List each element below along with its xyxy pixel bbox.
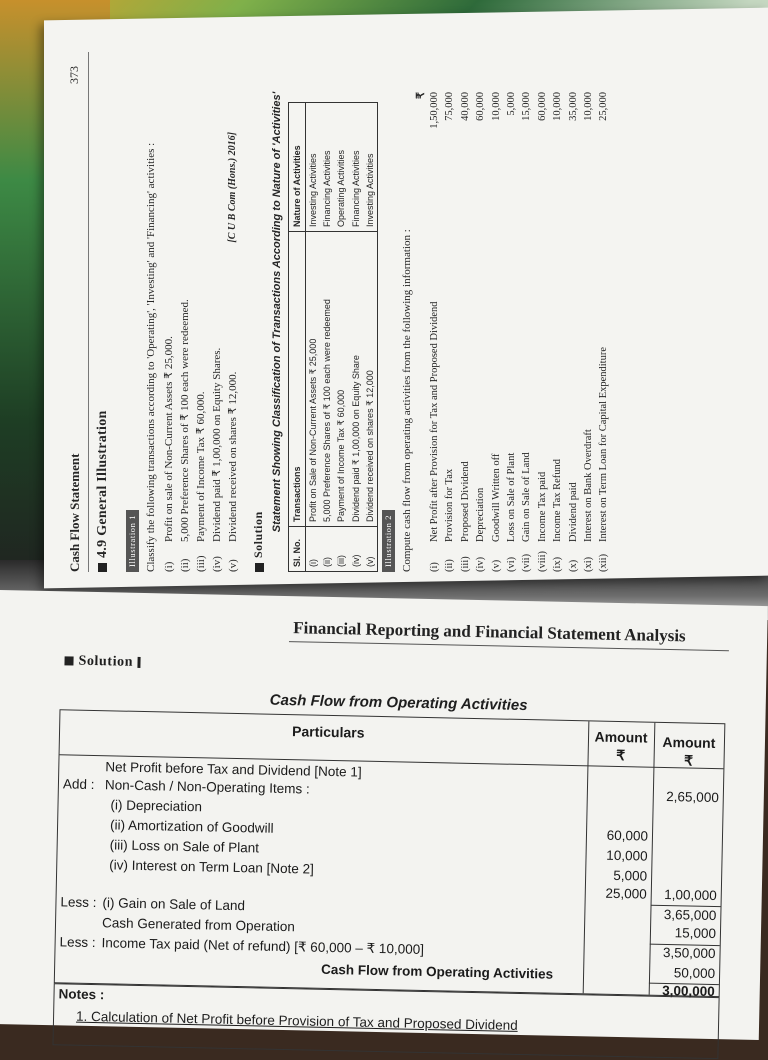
square-bullet-icon [64, 657, 73, 666]
table-cell: Payment of Income Tax ₹ 60,000 [336, 389, 347, 522]
section-title-text: 4.9 General Illustration [95, 410, 110, 558]
item-number: (iv) [211, 556, 223, 572]
table-cell: Dividend paid ₹ 1,00,000 on Equity Share [350, 355, 361, 522]
row-prefix: Less : [59, 934, 96, 951]
amount-b [652, 849, 718, 850]
table-cell: Operating Activities [334, 103, 348, 232]
lower-book-page [0, 590, 768, 1040]
table-row [334, 103, 348, 572]
item-text: Dividend received on shares ₹ 12,000. [227, 371, 239, 542]
section-title [94, 410, 113, 572]
col-header: Nature of Activities [289, 103, 306, 232]
particulars-header: Particulars [291, 723, 365, 741]
list-item [536, 52, 551, 572]
row-prefix: Less : [60, 894, 97, 911]
table-cell: (iii) [334, 527, 348, 572]
table-cell: Profit on Sale of Non-Current Assets ₹ 25,000 [308, 338, 319, 522]
table-cell: (i) [306, 527, 321, 572]
table-cell: Financing Activities [320, 103, 334, 232]
row-text: Net Profit before Tax and Dividend [Note 1] [105, 759, 362, 780]
solution-heading [64, 653, 140, 671]
upper-page-content [60, 52, 760, 572]
amount-a [587, 787, 649, 788]
table-caption: Cash Flow from Operating Activities [269, 691, 528, 715]
item-number: (iv) [475, 556, 487, 572]
amount-b [653, 771, 719, 772]
row-text: Cash Flow from Operating Activities [320, 961, 554, 982]
table-cell: (iv) [349, 527, 363, 572]
row-text: (iii) Loss on Sale of Plant [109, 837, 260, 856]
item-number: (v) [490, 559, 502, 572]
item-number: (x) [567, 559, 579, 572]
item-number: (ii) [179, 558, 191, 572]
item-text: Profit on sale of Non-Current Assets ₹ 25,000. [163, 336, 175, 542]
item-number: (viii) [536, 551, 548, 572]
row-text: Cash Generated from Operation [101, 915, 296, 935]
notes-box [52, 983, 719, 1059]
col-header: Sl. No. [289, 527, 306, 572]
item-number: (xii) [598, 553, 610, 572]
row-text: (ii) Amortization of Goodwill [109, 817, 274, 836]
table-row [306, 103, 321, 572]
item-text: Loss on Sale of Plant [505, 452, 517, 542]
table-cell: Financing Activities [349, 103, 363, 232]
row-prefix: Add : [62, 776, 95, 793]
solution-1-text: Solution [251, 511, 265, 558]
amount-a: 5,000 [613, 867, 648, 884]
item-number: (xi) [582, 556, 594, 572]
item-number: (ii) [444, 559, 456, 572]
item-number: (v) [227, 559, 239, 572]
illustration-1-list [162, 62, 242, 572]
item-text: Dividend paid [567, 482, 579, 542]
illustration-2-list [428, 52, 613, 572]
row-text: (iv) Interest on Term Loan [Note 2] [109, 857, 314, 877]
item-text: Interest on Bank Overdraft [582, 429, 594, 542]
amount-b: 50,000 [673, 965, 716, 982]
list-item [178, 62, 194, 572]
item-amount: 25,000 [598, 92, 610, 121]
amount-header-b [653, 733, 724, 771]
item-number: (i) [429, 562, 440, 572]
list-item [597, 52, 612, 572]
item-amount: 10,000 [552, 92, 564, 121]
item-number: (i) [163, 561, 175, 572]
item-amount: 5,000 [505, 92, 517, 116]
illustration-1-tag: Illustration 1 [126, 510, 139, 572]
list-item [459, 52, 474, 572]
illustration-2-tag: Illustration 2 [382, 510, 395, 572]
square-bullet-icon [255, 563, 264, 572]
item-text: Net Profit after Provision for Tax and Proposed Dividend [429, 301, 440, 542]
item-amount: 75,000 [444, 92, 456, 121]
amount-a [587, 769, 649, 770]
item-number: (iii) [459, 556, 471, 572]
classification-table [288, 102, 378, 572]
item-number: (vi) [505, 556, 517, 572]
list-item [474, 52, 489, 572]
amount-b: 1,00,000 [664, 886, 717, 904]
amount-a [587, 807, 649, 808]
list-item [582, 52, 597, 572]
item-text: Income Tax Refund [552, 458, 564, 542]
item-number: (vii) [521, 553, 533, 572]
table-cell: (ii) [320, 527, 334, 572]
table-header-row [289, 103, 306, 572]
chapter-title: Cash Flow Statement [67, 453, 82, 572]
currency-heading: ₹ [415, 92, 427, 99]
running-title: Financial Reporting and Financial Statement Analysis [293, 618, 686, 646]
col-header: Transactions [289, 232, 306, 527]
item-text: Dividend paid ₹ 1,00,000 on Equity Shares. [211, 347, 223, 542]
item-amount: 15,000 [521, 92, 533, 121]
item-amount: 60,000 [536, 92, 548, 121]
table-cell: Investing Activities [363, 103, 378, 232]
list-item [567, 52, 582, 572]
page-header [66, 52, 90, 572]
list-item [505, 52, 520, 572]
header-rule [88, 52, 89, 572]
table-cell: Investing Activities [306, 103, 321, 232]
row-text: Non-Cash / Non-Operating Items : [104, 777, 310, 797]
list-item [443, 52, 458, 572]
exam-source: [C U B Com (Hons.) 2016] [227, 132, 238, 243]
amount-b: 3,50,000 [662, 944, 716, 962]
amount-a: 10,000 [606, 847, 648, 864]
table-cell: (v) [363, 527, 378, 572]
illustration-1-intro: Classify the following transactions according to 'Operating', 'Investing' and 'Financing' activities : [145, 142, 157, 572]
solution-text: Solution [78, 653, 134, 670]
list-item [226, 62, 242, 572]
amount-b: 15,000 [674, 925, 717, 942]
amount-a [585, 905, 647, 906]
table-cell: 5,000 Preference Shares of ₹ 100 each were redeemed [322, 299, 333, 522]
list-item [210, 62, 226, 572]
list-item [162, 62, 178, 572]
amount-a: 60,000 [606, 827, 649, 844]
amount-b [653, 809, 719, 810]
item-text: Goodwill Written off [490, 453, 502, 542]
amount-a [584, 945, 646, 946]
amount-a [583, 967, 645, 968]
amount-a [584, 925, 646, 926]
table-cell: Dividend received on shares ₹ 12,000 [364, 370, 375, 522]
amount-b [651, 869, 717, 870]
table-row [363, 103, 378, 572]
item-amount: 1,50,000 [429, 92, 440, 129]
item-text: Proposed Dividend [459, 461, 471, 542]
list-item [428, 52, 443, 572]
page-number: 373 [67, 66, 81, 84]
item-amount: 10,000 [582, 92, 594, 121]
list-item [194, 62, 210, 572]
item-amount: 10,000 [490, 92, 502, 121]
row-text: (i) Gain on Sale of Land [102, 895, 246, 914]
item-text: Provision for Tax [444, 468, 456, 542]
row-text: (i) Depreciation [110, 797, 203, 815]
notes-heading: Notes : [58, 986, 105, 1003]
list-item [490, 52, 505, 572]
classification-table-title: Statement Showing Classification of Transactions According to Nature of 'Activities' [271, 91, 283, 533]
bar-bullet-icon [137, 657, 140, 668]
note-item: 1. Calculation of Net Profit before Provision of Tax and Proposed Dividend [75, 1008, 518, 1033]
amount-b: 3,00,000 [662, 982, 715, 1000]
square-bullet-icon [98, 563, 107, 572]
amount-a [584, 923, 646, 924]
item-text: Interest on Term Loan for Capital Expenditure [598, 346, 610, 542]
amount-label: Amount [594, 728, 648, 746]
amount-b: 3,65,000 [663, 906, 717, 924]
item-number: (iii) [195, 555, 207, 572]
item-amount: 40,000 [459, 92, 471, 121]
solution-1-heading [250, 511, 266, 572]
list-item [520, 52, 535, 572]
item-text: Gain on Sale of Land [521, 452, 533, 542]
currency-label: ₹ [616, 747, 626, 764]
currency-label: ₹ [683, 752, 694, 769]
table-row [320, 103, 334, 572]
cash-flow-table [54, 709, 726, 1000]
amount-label: Amount [662, 733, 716, 752]
amount-b [652, 829, 718, 830]
table-row [349, 103, 363, 572]
item-text: Depreciation [475, 487, 487, 542]
item-amount: 60,000 [475, 92, 487, 121]
item-amount: 35,000 [567, 92, 579, 121]
item-text: Payment of Income Tax ₹ 60,000. [195, 391, 207, 542]
item-text: Income Tax paid [536, 471, 548, 542]
row-text: Income Tax paid (Net of refund) [₹ 60,000 – ₹ 10,000] [101, 935, 425, 957]
amount-b: 2,65,000 [666, 789, 719, 806]
illustration-2-intro: Compute cash flow from operating activities from the following information : [401, 229, 413, 572]
list-item [551, 52, 566, 572]
item-text: 5,000 Preference Shares of ₹ 100 each were redeemed. [179, 299, 191, 542]
amount-header-a [587, 727, 654, 765]
item-number: (ix) [552, 556, 564, 572]
amount-a: 25,000 [605, 885, 647, 902]
